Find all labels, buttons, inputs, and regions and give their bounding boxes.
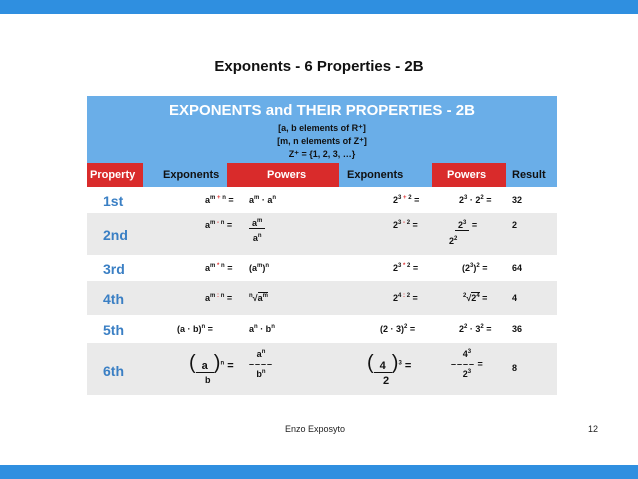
example-exp: $(2 \cdot 3)^2$ = <box>380 324 416 334</box>
col-powers: Powers <box>267 169 307 181</box>
bottom-bar <box>0 465 638 479</box>
row-label: 2nd <box>103 227 128 243</box>
formula-pow: $a^n \cdot b^n$ <box>249 324 275 334</box>
row-label: 1st <box>103 193 124 209</box>
example-pow: $2^3$ = $2^2$ <box>449 220 478 246</box>
formula-exp: $(a \cdot b)^n$ = <box>177 324 213 334</box>
formula-exp: $a^{m * n}$ = <box>205 263 233 273</box>
formula-pow: $a^m \cdot a^n$ <box>249 195 277 205</box>
example-exp: ( 4 )$^3$ = <box>367 352 412 374</box>
row-label: 6th <box>103 363 124 379</box>
col-exponents-2: Exponents <box>347 169 404 181</box>
example-exp: $2^{3 * 2}$ = <box>393 263 419 273</box>
example-exp-denominator: 2 <box>383 375 390 387</box>
formula-exp-denominator: b <box>205 375 211 385</box>
row-label: 4th <box>103 291 124 307</box>
example-exp: $2^{3 + 2}$ = <box>393 195 420 205</box>
table-row <box>87 315 557 343</box>
result-value: 32 <box>512 195 523 205</box>
col-property: Property <box>90 169 136 181</box>
row-label: 5th <box>103 322 124 338</box>
example-exp: $2^{4 : 2}$ = <box>393 293 418 303</box>
table-header <box>87 96 557 163</box>
header-line-1: [a, b elements of R⁺] <box>278 123 366 133</box>
example-pow: $(2^3)^2$ = <box>462 263 488 273</box>
header-line-3: Z⁺ = {1, 2, 3, …} <box>288 149 356 159</box>
top-bar <box>0 0 638 14</box>
row-label: 3rd <box>103 261 125 277</box>
result-value: 64 <box>512 263 523 273</box>
formula-exp: $a^{m - n}$ = <box>205 220 233 230</box>
example-pow: $2^2 \cdot 3^2$ = <box>459 324 492 334</box>
formula-pow: $a^m$ $a^n$ <box>249 218 265 243</box>
column-header-labels <box>87 163 557 187</box>
result-value: 2 <box>512 220 518 230</box>
example-pow: $2^3 \cdot 2^2$ = <box>459 195 492 205</box>
formula-pow: $(a^m)^n$ <box>249 263 270 273</box>
slide-title: Exponents - 6 Properties - 2B <box>214 58 424 75</box>
result-value: 36 <box>512 324 523 334</box>
formula-exp: $a^{m : n}$ = <box>205 293 233 303</box>
table-row <box>87 187 557 213</box>
table-row <box>87 281 557 315</box>
formula-exp: ( a )$^n$ = <box>189 352 234 374</box>
result-value: 4 <box>512 293 518 303</box>
result-value: 8 <box>512 363 518 373</box>
table-row <box>87 255 557 281</box>
formula-exp: $a^{m + n}$ = <box>205 195 234 205</box>
table-row <box>87 343 557 395</box>
col-result: Result <box>512 169 546 181</box>
example-pow: $^2√2^4$ = <box>463 293 488 303</box>
example-pow: $4^3$ –––– = $2^3$ <box>451 349 483 379</box>
header-line-2: [m, n elements of Z⁺] <box>277 136 367 146</box>
formula-pow: $a^n$ –––– $b^n$ <box>249 349 274 379</box>
example-exp: $2^{3 - 2}$ = <box>393 220 418 230</box>
col-exponents: Exponents <box>163 169 220 181</box>
col-powers-2: Powers <box>447 169 487 181</box>
formula-pow: $^n√a^m$ <box>249 293 268 303</box>
footer-page-number: 12 <box>588 424 599 434</box>
footer-author: Enzo Exposyto <box>285 424 346 434</box>
table-row <box>87 213 557 255</box>
table-heading: EXPONENTS and THEIR PROPERTIES - 2B <box>169 102 475 119</box>
